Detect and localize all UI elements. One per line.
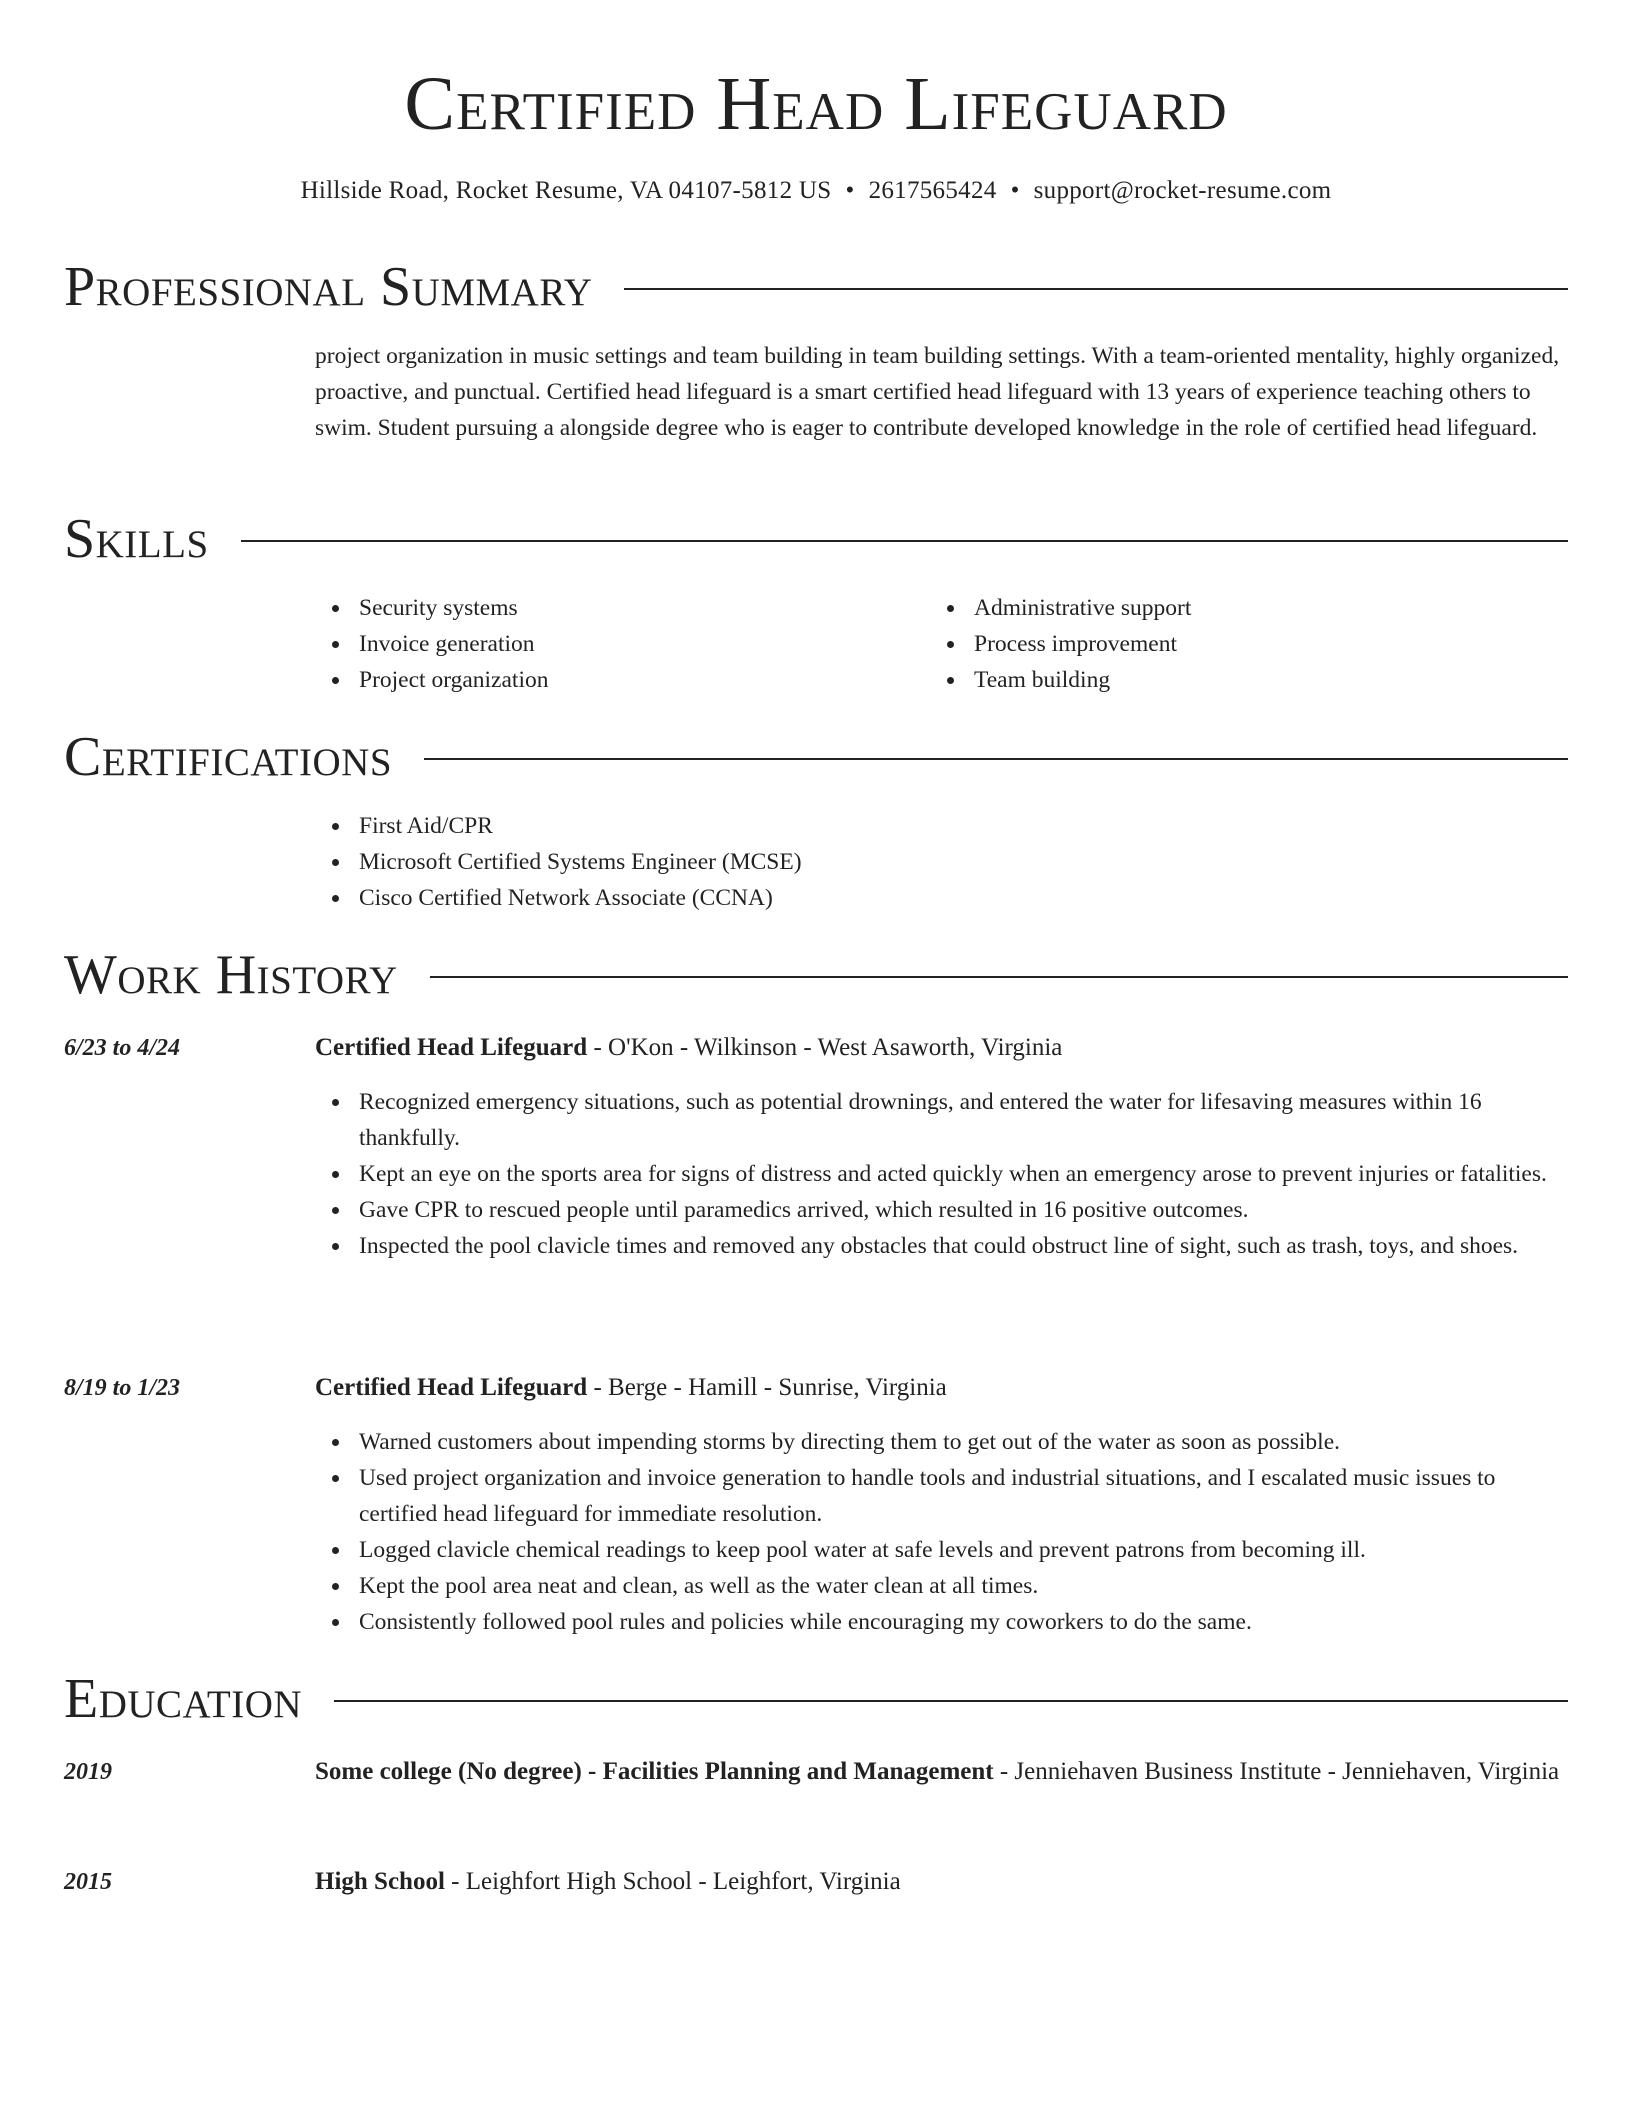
job-bullet: Kept an eye on the sports area for signs of distress and acted quickly when an emergency arose to prevent injuries or fatalities. [315,1156,1568,1192]
job-title: Certified Head Lifeguard [315,1034,588,1061]
skills-list-right [930,590,1530,698]
education-line [315,1752,1568,1792]
education-degree: High School [315,1868,445,1895]
certification-item: Microsoft Certified Systems Engineer (MCSE) [315,844,1568,880]
job-employer: - O'Kon - Wilkinson - West Asaworth, Virginia [587,1034,1063,1061]
section-rule [334,1700,1568,1702]
job-title-line [315,1368,1568,1408]
skill-item: Invoice generation [315,626,915,662]
skill-item: Administrative support [930,590,1530,626]
section-certifications-heading [64,724,1568,790]
skill-item: Security systems [315,590,915,626]
job-bullets [315,1084,1568,1264]
education-degree: Some college (No degree) - Facilities Planning and Management [315,1758,994,1785]
job-bullets [315,1424,1568,1640]
section-summary-heading [64,254,1568,320]
job-title-line [315,1028,1568,1068]
separator: • [1010,177,1020,204]
job-bullet: Kept the pool area neat and clean, as well as the water clean at all times. [315,1568,1568,1604]
skill-item: Team building [930,662,1530,698]
certification-item: First Aid/CPR [315,808,1568,844]
job-bullet: Warned customers about impending storms by directing them to get out of the water as soon as possible. [315,1424,1568,1460]
education-school: - Leighfort High School - Leighfort, Virginia [444,1868,901,1895]
separator: • [845,177,855,204]
job-bullet: Used project organization and invoice generation to handle tools and industrial situations, and I escalated music issues to certified head lifeguard for immediate resolution. [315,1460,1568,1532]
job-employer: - Berge - Hamill - Sunrise, Virginia [587,1374,947,1401]
section-education-heading [64,1666,1568,1732]
job-bullet: Inspected the pool clavicle times and removed any obstacles that could obstruct line of sight, such as trash, toys, and shoes. [315,1228,1568,1264]
skills-list-left [315,590,915,698]
job-bullet: Consistently followed pool rules and policies while encouraging my coworkers to do the same. [315,1604,1568,1640]
section-title: Certifications [64,726,393,788]
section-rule [624,288,1568,290]
job-bullet: Logged clavicle chemical readings to keep pool water at safe levels and prevent patrons from becoming ill. [315,1532,1568,1568]
skill-item: Process improvement [930,626,1530,662]
section-rule [241,540,1568,542]
job-title: Certified Head Lifeguard [315,1374,588,1401]
education-line [315,1862,1568,1902]
education-year: 2019 [64,1759,112,1785]
section-rule [424,758,1568,760]
section-title: Education [64,1668,303,1730]
section-title: Skills [64,508,209,570]
job-bullet: Recognized emergency situations, such as potential drownings, and entered the water for lifesaving measures within 16 thankfully. [315,1084,1568,1156]
skill-item: Project organization [315,662,915,698]
email: support@rocket-resume.com [1033,177,1332,204]
certification-item: Cisco Certified Network Associate (CCNA) [315,880,1568,916]
contact-line [64,174,1568,208]
summary-text: project organization in music settings and team building in team building settings. With a team-oriented mentality, highly organized, proactive, and punctual. Certified head lifeguard is a smart certified head lifeguard with 13 years of experience teaching others to swim. Student pursuing a alongside degree who is eager to contribute developed knowledge in the role of certified head lifeguard. [315,343,1560,441]
section-title: Professional Summary [64,256,593,318]
section-rule [430,976,1568,978]
section-skills-heading [64,506,1568,572]
phone: 2617565424 [868,177,997,204]
education-school: - Jenniehaven Business Institute - Jenniehaven, Virginia [993,1758,1560,1785]
education-year: 2015 [64,1869,112,1895]
candidate-name: Certified Head Lifeguard [404,62,1228,146]
certifications-list [315,808,1568,916]
job-dates: 6/23 to 4/24 [64,1035,181,1061]
job-bullet: Gave CPR to rescued people until paramedics arrived, which resulted in 16 positive outcomes. [315,1192,1568,1228]
section-title: Work History [64,944,398,1006]
job-dates: 8/19 to 1/23 [64,1375,181,1401]
address: Hillside Road, Rocket Resume, VA 04107-5812 US [300,177,832,204]
section-work-heading [64,942,1568,1008]
